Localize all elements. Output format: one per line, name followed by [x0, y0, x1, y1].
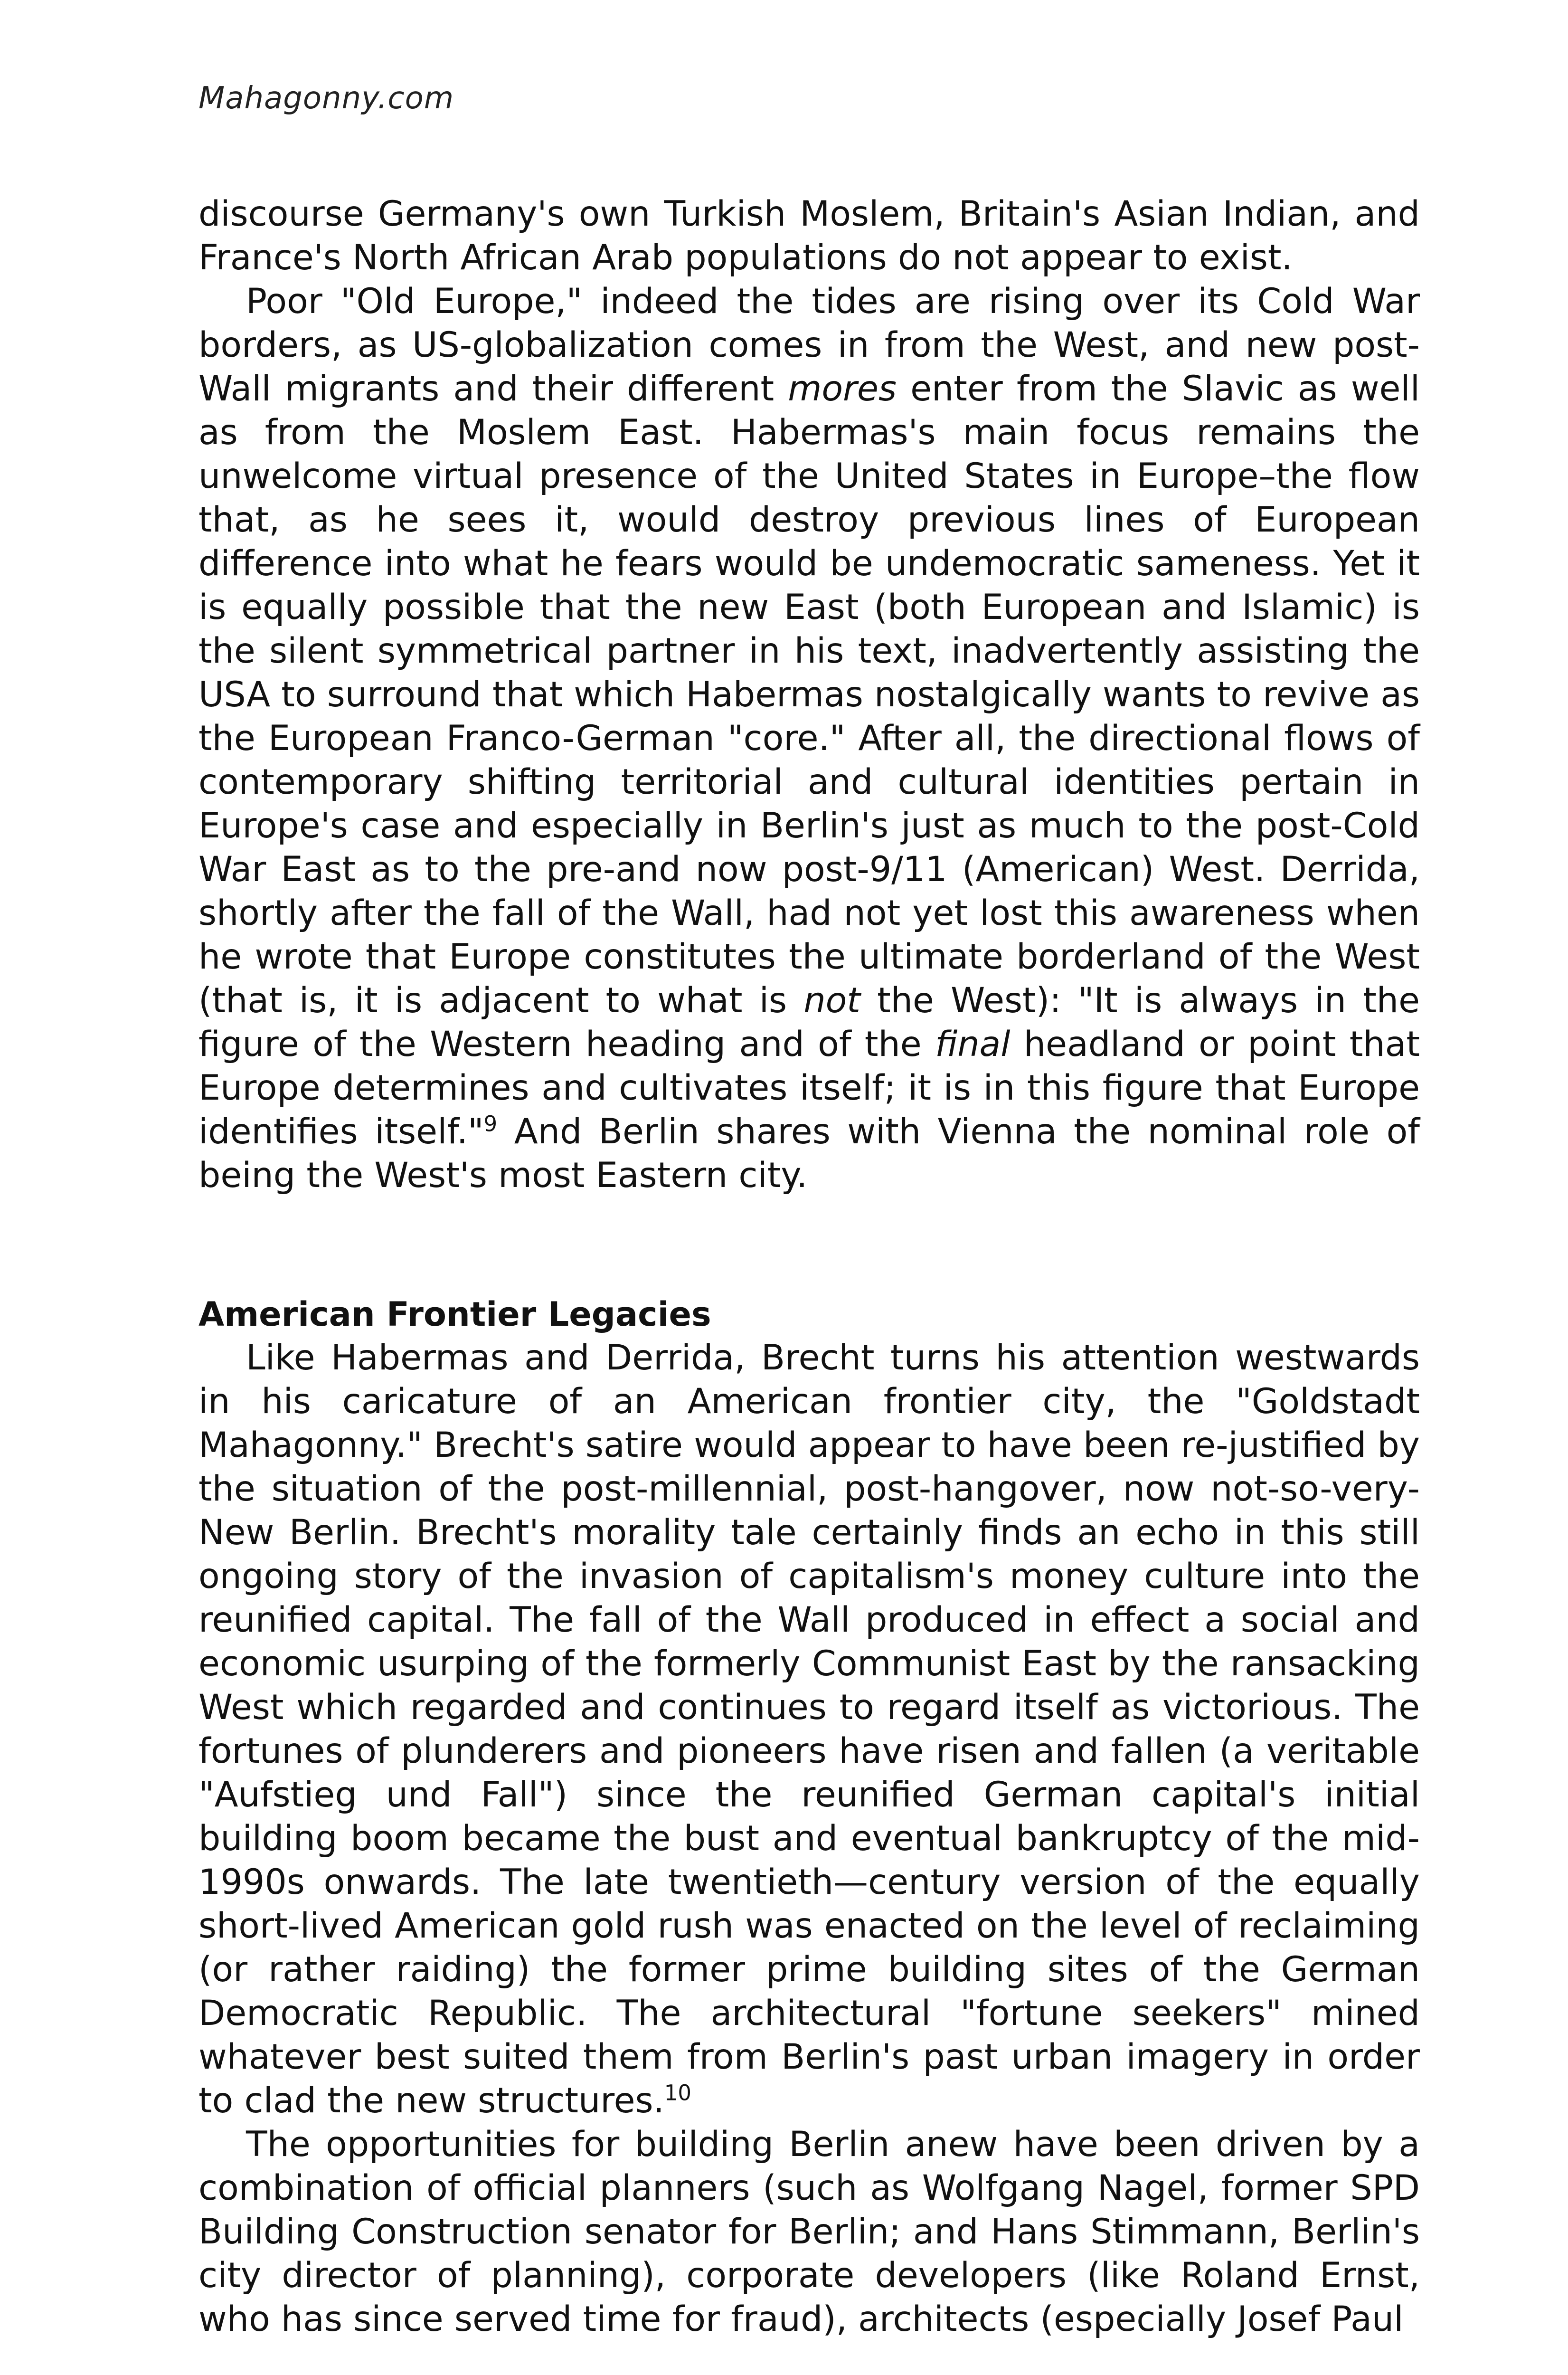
paragraph-continuation	[198, 192, 1420, 280]
paragraph-2-text-e: And Berlin shares with Vienna the nominal role of being the West's most Eastern city.	[198, 1112, 1420, 1196]
paragraph-2-text-d: headland or point that Europe determines and cultivates itself; it is in this figure that Europe identifies itself."	[198, 1024, 1420, 1152]
paragraph-opportunities	[198, 2123, 1420, 2341]
footnote-ref-9[interactable]: 9	[483, 1111, 498, 1137]
paragraph-2-text-b: enter from the Slavic as well as from the Moslem East. Habermas's main focus remains the unwelcome virtual presence of the United States in Europe–the flow that, as he sees it, would destroy previous lines of European difference into what he fears would be undemocratic sameness. Yet it is equally possible that the new East (both European and Islamic) is the silent symmetrical partner in his text, inadvertently assisting the USA to surround that which Habermas nostalgically wants to revive as the European Franco-German "core." After all, the directional flows of contemporary shifting territorial and cultural identities pertain in Europe's case and especially in Berlin's just as much to the post-Cold War East as to the pre-and now post-9/11 (American) West. Derrida, shortly after the fall of the Wall, had not yet lost this awareness when he wrote that Europe constitutes the ultimate borderland of the West (that is, it is adjacent to what is	[198, 369, 1420, 1021]
paragraph-1-text: discourse Germany's own Turkish Moslem, Britain's Asian Indian, and France's North African Arab populations do not appear to exist.	[198, 194, 1420, 278]
footnote-ref-10[interactable]: 10	[664, 2080, 692, 2106]
paragraph-4-text: The opportunities for building Berlin anew have been driven by a combination of official planners (such as Wolfgang Nagel, former SPD Building Construction senator for Berlin; and Hans Stimmann, Berlin's city director of planning), corporate developers (like Roland Ernst, who has since served time for fraud), architects (especially Josef Paul	[198, 2124, 1420, 2339]
section-heading: American Frontier Legacies	[198, 1295, 711, 1334]
paragraph-2-text-a: Poor "Old Europe," indeed the tides are rising over its Cold War borders, as US-globalization comes in from the West, and new post-Wall migrants and their different	[198, 281, 1420, 409]
body-text	[198, 192, 1420, 2341]
emphasis-not: not	[803, 980, 860, 1021]
paragraph-2-text-c: the West): "It is always in the figure of the Western heading and of the	[198, 980, 1420, 1064]
paragraph-3-text: Like Habermas and Derrida, Brecht turns his attention westwards in his caricature of an American frontier city, the "Goldstadt Mahagonny." Brecht's satire would appear to have been re-justified by the situation of the post-millennial, post-hangover, now not-so-very-New Berlin. Brecht's morality tale certainly finds an echo in this still ongoing story of the invasion of capitalism's money culture into the reunified capital. The fall of the Wall produced in effect a social and economic usurping of the formerly Communist East by the ransacking West which regarded and continues to regard itself as victorious. The fortunes of plunderers and pioneers have risen and fallen (a veritable "Aufstieg und Fall") since the reunified German capital's initial building boom became the bust and eventual bankruptcy of the mid-1990s onwards. The late twentieth—century version of the equally short-lived American gold rush was enacted on the level of reclaiming (or rather raiding) the former prime building sites of the German Democratic Republic. The architectural "fortune seekers" mined whatever best suited them from Berlin's past urban imagery in order to clad the new structures.	[198, 1338, 1420, 2121]
running-header: Mahagonny.com	[198, 81, 454, 116]
emphasis-mores: mores	[788, 369, 897, 409]
paragraph-brecht	[198, 1336, 1420, 2123]
emphasis-final: final	[935, 1024, 1011, 1064]
paragraph-old-europe	[198, 280, 1420, 1197]
